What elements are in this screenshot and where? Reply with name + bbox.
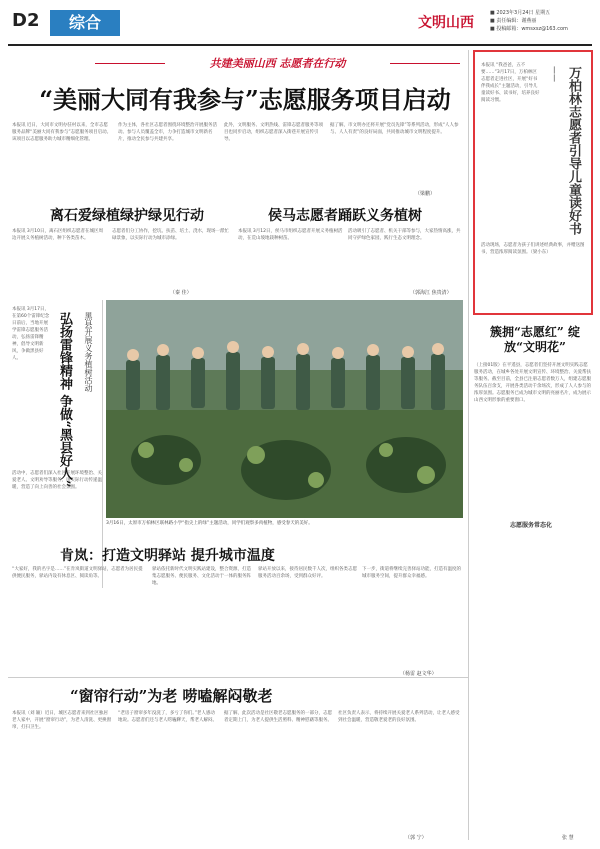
article-col: “老房子窗帘多年没洗了，多亏了你们。”老人感动地说。志愿者们还与老人唠嗑聊天，帮老人解闷。	[118, 711, 217, 723]
article-col: 本报讯 3月12日，侯马市组织志愿者开展义务植树活动，在荒山坡地栽种树苗。	[238, 229, 343, 241]
article-col: 本报讯（刘 颖）近日，城区志愿者来到社区独居老人家中，开展“窗帘行动”，为老人清洗、更换窗帘，打扫卫生。	[12, 711, 112, 730]
page-header	[8, 6, 592, 46]
sidebar-subtitle: ——	[550, 66, 559, 82]
brand-logo: 文明山西	[418, 15, 474, 31]
date-line: ■ 2023年3月24日 星期五	[490, 10, 551, 16]
lead-col-4: 据了解，市文明办还将开展“党员先锋”等系列活动，形成“人人参与、人人有责”的良好局面，共同推动城市文明程度提升。	[330, 123, 459, 135]
section-divider	[8, 677, 468, 678]
sidebar-body: 本报讯 “我爸爸，五不要……”3月17日，万柏林区志愿者走进社区，开展“好书伴我成长”主题活动，引导儿童读好书、读书好，培养良好阅读习惯。	[481, 63, 540, 103]
sidebar-body-2: 活动现场，志愿者为孩子们讲述经典故事，并赠送图书，营造浓厚阅读氛围。（梁小东）	[481, 243, 585, 255]
column-divider	[468, 50, 469, 840]
author-byline: （秦 佳）	[170, 290, 192, 296]
editor-line: ■ 责任编辑：谢燕丽	[490, 18, 537, 24]
lead-col-2: 作为主体，各社区志愿者围绕环境整治开展服务活动。参与人员覆盖全市，力争打造城市文明新名片，推动全民参与共建共享。	[118, 123, 217, 142]
article-col: 社区负责人表示，将持续开展关爱老人系列活动，让老人感受到社会温暖，营造敬老爱老的良好氛围。	[338, 711, 460, 723]
news-photo	[106, 300, 463, 518]
article-col: “大家好，我的名字是……”在肯岚街道文明驿站，志愿者为居民提供便民服务，驿站内设有休息区、阅读角等。	[12, 567, 143, 579]
sub-headline-houma: 侯马志愿者踊跃义务植树	[268, 208, 422, 224]
author-byline: 张 慧	[562, 835, 574, 841]
vertical-subhead: 黑县开展义务植树活动	[84, 312, 93, 392]
lead-col-3: 此外，文明服务、文明热线、雷锋志愿者服务等项目也同步启动，组织志愿者深入街巷开展宣传引导。	[224, 123, 323, 142]
right-body: （上接01版）在平遥县，志愿者们坚持开展文明实践志愿服务活动，在城乡各处开展文明宣传、环境整治、关爱帮扶等服务。截至目前，全县已注册志愿者数万人，组建志愿服务队伍百余支，开展各类活动千余场次，形成了人人参与的浓厚氛围。志愿服务已成为城市文明的亮丽名片，成为展示山西文明形象的重要窗口。	[474, 363, 591, 403]
article-col: 本报讯 3月10日，离石区组织志愿者在城区周边开展义务植树活动，种下各类苗木。	[12, 229, 104, 241]
sub-headline-kenlan: 肯岚：打造文明驿站 提升城市温度	[60, 548, 275, 564]
photo-caption: 3月16日，太原市万柏林区联林路小学“指尖上的绿”主题活动，同学们观察多肉植物，感受春天的美好。	[106, 521, 313, 526]
page-number: D2	[12, 10, 40, 31]
article-col: 活动吸引了志愿者、机关干部等参与，大家热情高涨，共同守护绿色家园，践行生态文明理念。	[348, 229, 461, 241]
author-byline: （杨雷 赵文华）	[400, 671, 437, 677]
vertical-body: 本报讯 3月17日，在第60个雷锋纪念日前后，当地开展学雷锋志愿服务活动，弘扬雷锋精神，倡导文明新风，争做黑县好人。	[12, 307, 50, 361]
main-headline: “美丽大同有我参与”志愿服务项目启动	[39, 85, 451, 114]
right-headline: 簇拥“志愿红” 绽放“文明花”	[490, 325, 580, 354]
vertical-body-lower: 活动中，志愿者们深入社区开展环境整治、关爱老人、文明劝导等服务，用实际行动传递温暖，营造了向上向善的社会氛围。	[12, 471, 102, 490]
lead-col-1: 本报讯 近日，大同市文明办驻村以来，全市志愿服务品牌“美丽大同有我参与”志愿服务项目启动。该项目以志愿服务助力城市精细化管理。	[12, 123, 112, 142]
vertical-headline: 弘扬雷锋精神 争做“黑县好人”	[57, 312, 72, 488]
right-subhead: 志愿服务常态化	[510, 522, 553, 529]
sub-headline-curtain: “窗帘行动”为老 唠嗑解闷敬老	[70, 687, 273, 705]
article-col: 据了解，此次活动是社区敬老志愿服务的一部分，志愿者定期上门，为老人提供生活照料、精神慰藉等服务。	[224, 711, 332, 723]
article-col: 驿站依托新时代文明实践站建设，整合资源，打造集志愿服务、便民服务、文化活动于一体的服务阵地。	[152, 567, 251, 586]
author-byline: （梁鹏）	[415, 191, 436, 197]
article-col: 志愿者们分工协作，挖坑、扶苗、培土、浇水，现场一派忙碌景象，以实际行动为城市添绿。	[112, 229, 229, 241]
email-line: ■ 投稿邮箱：wmsxsz@163.com	[490, 26, 568, 32]
sidebar-box	[473, 50, 593, 315]
section-tag: 综合	[50, 10, 120, 36]
article-col: 驿站开放以来，接待居民数千人次，组织各类志愿服务活动百余场，受到群众好评。	[258, 567, 357, 579]
author-byline: （郭 宁）	[405, 835, 427, 841]
sub-headline-lishi: 离石爱绿植绿护绿见行动	[50, 208, 204, 224]
article-col: 下一步，街道将继续完善驿站功能，打造有温度的城市服务空间，提升群众幸福感。	[362, 567, 461, 579]
banner: 共建美丽山西 志愿者在行动	[95, 55, 460, 73]
sidebar-title: 万柏林志愿者引导儿童读好书	[566, 66, 581, 235]
author-byline: （郭海江 焦贵清）	[410, 290, 452, 296]
date-block	[490, 9, 568, 33]
